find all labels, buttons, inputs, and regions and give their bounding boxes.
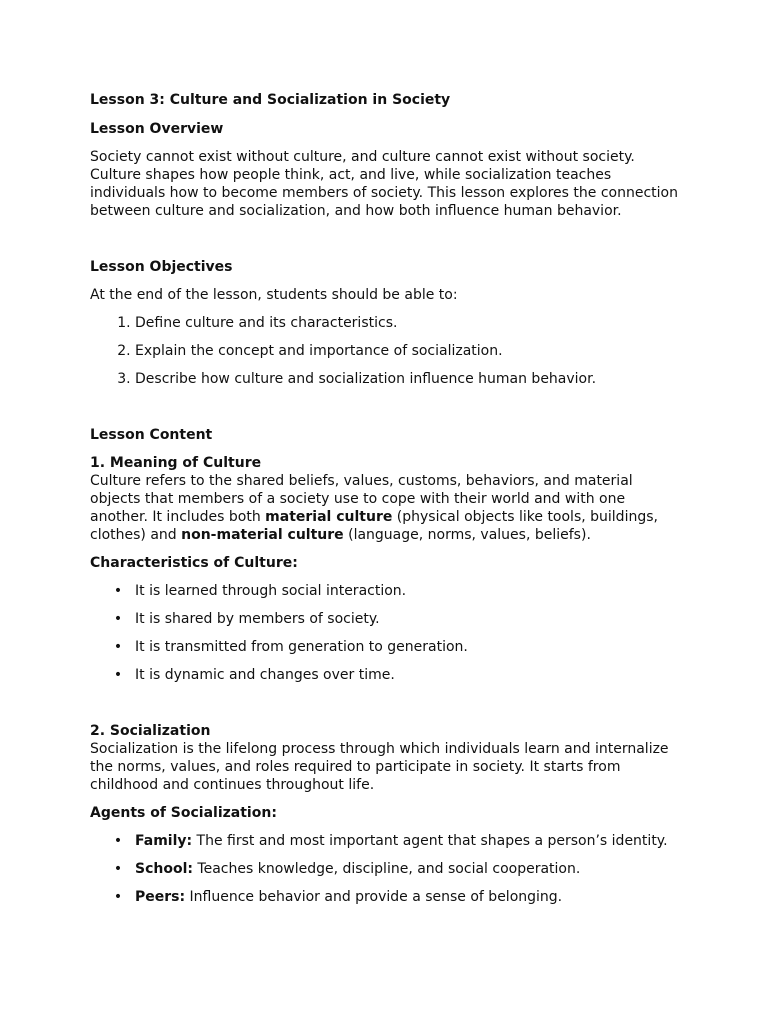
- bullet-icon: •: [113, 889, 123, 905]
- spacer: [90, 398, 680, 426]
- agent-term: Family:: [135, 833, 193, 849]
- objective-item: 2. Explain the concept and importance of socialization.: [135, 342, 680, 360]
- culture-text-2: (physical objects like tools, buildings, clothes) and: [90, 509, 658, 543]
- lesson-title: Lesson 3: Culture and Socialization in Society: [90, 92, 451, 108]
- socialization-heading: 2. Socialization: [90, 723, 211, 739]
- agent-desc: The first and most important agent that shapes a person’s identity.: [192, 833, 668, 849]
- bullet-icon: •: [113, 583, 123, 599]
- overview-text: Society cannot exist without culture, and culture cannot exist without society. Culture shapes how people think, act, and live, while socialization teaches individuals how to become members of society. This lesson explores the connection between culture and socialization, and how both influence human behavior.: [90, 149, 678, 219]
- characteristic-text: It is dynamic and changes over time.: [135, 667, 395, 683]
- objective-item: 3. Describe how culture and socialization influence human behavior.: [135, 370, 680, 388]
- characteristic-text: It is transmitted from generation to generation.: [135, 639, 468, 655]
- overview-heading: Lesson Overview: [90, 121, 224, 137]
- culture-text-1: Culture refers to the shared beliefs, values, customs, behaviors, and material objects that members of a society use to cope with their world and with one another. It includes both: [90, 473, 633, 525]
- characteristic-text: It is shared by members of society.: [135, 611, 380, 627]
- agent-desc: Teaches knowledge, discipline, and social cooperation.: [192, 861, 581, 877]
- spacer: [90, 230, 680, 258]
- objective-item: 1. Define culture and its characteristics.: [135, 314, 680, 332]
- objectives-heading: Lesson Objectives: [90, 259, 233, 275]
- agent-desc: Influence behavior and provide a sense of belonging.: [185, 889, 563, 905]
- agent-item-school: [113, 860, 680, 878]
- objectives-list: [90, 314, 680, 388]
- agent-term: Peers:: [135, 889, 186, 905]
- agent-item-family: [113, 832, 680, 850]
- bullet-icon: •: [113, 639, 123, 655]
- bullet-icon: •: [113, 861, 123, 877]
- characteristic-text: It is learned through social interaction.: [135, 583, 407, 599]
- culture-heading: 1. Meaning of Culture: [90, 455, 262, 471]
- bullet-icon: •: [113, 833, 123, 849]
- characteristic-item: [113, 666, 680, 684]
- agent-term: School:: [135, 861, 193, 877]
- characteristics-heading: Characteristics of Culture:: [90, 555, 298, 571]
- content-heading: Lesson Content: [90, 427, 213, 443]
- culture-paragraph: [90, 472, 680, 544]
- characteristic-item: [113, 582, 680, 600]
- characteristic-item: [113, 638, 680, 656]
- objectives-intro: At the end of the lesson, students should be able to:: [90, 287, 458, 303]
- bullet-icon: •: [113, 667, 123, 683]
- non-material-culture-term: non-material culture: [181, 527, 344, 543]
- agents-list: [90, 832, 680, 906]
- socialization-text: Socialization is the lifelong process through which individuals learn and internalize the norms, values, and roles required to participate in society. It starts from childhood and continues throughout life.: [90, 741, 669, 793]
- characteristic-item: [113, 610, 680, 628]
- spacer: [90, 694, 680, 722]
- characteristics-list: [90, 582, 680, 684]
- agent-item-peers: [113, 888, 680, 906]
- bullet-icon: •: [113, 611, 123, 627]
- material-culture-term: material culture: [265, 509, 393, 525]
- culture-text-3: (language, norms, values, beliefs).: [343, 527, 591, 543]
- agents-heading: Agents of Socialization:: [90, 805, 277, 821]
- document-content: [90, 91, 680, 916]
